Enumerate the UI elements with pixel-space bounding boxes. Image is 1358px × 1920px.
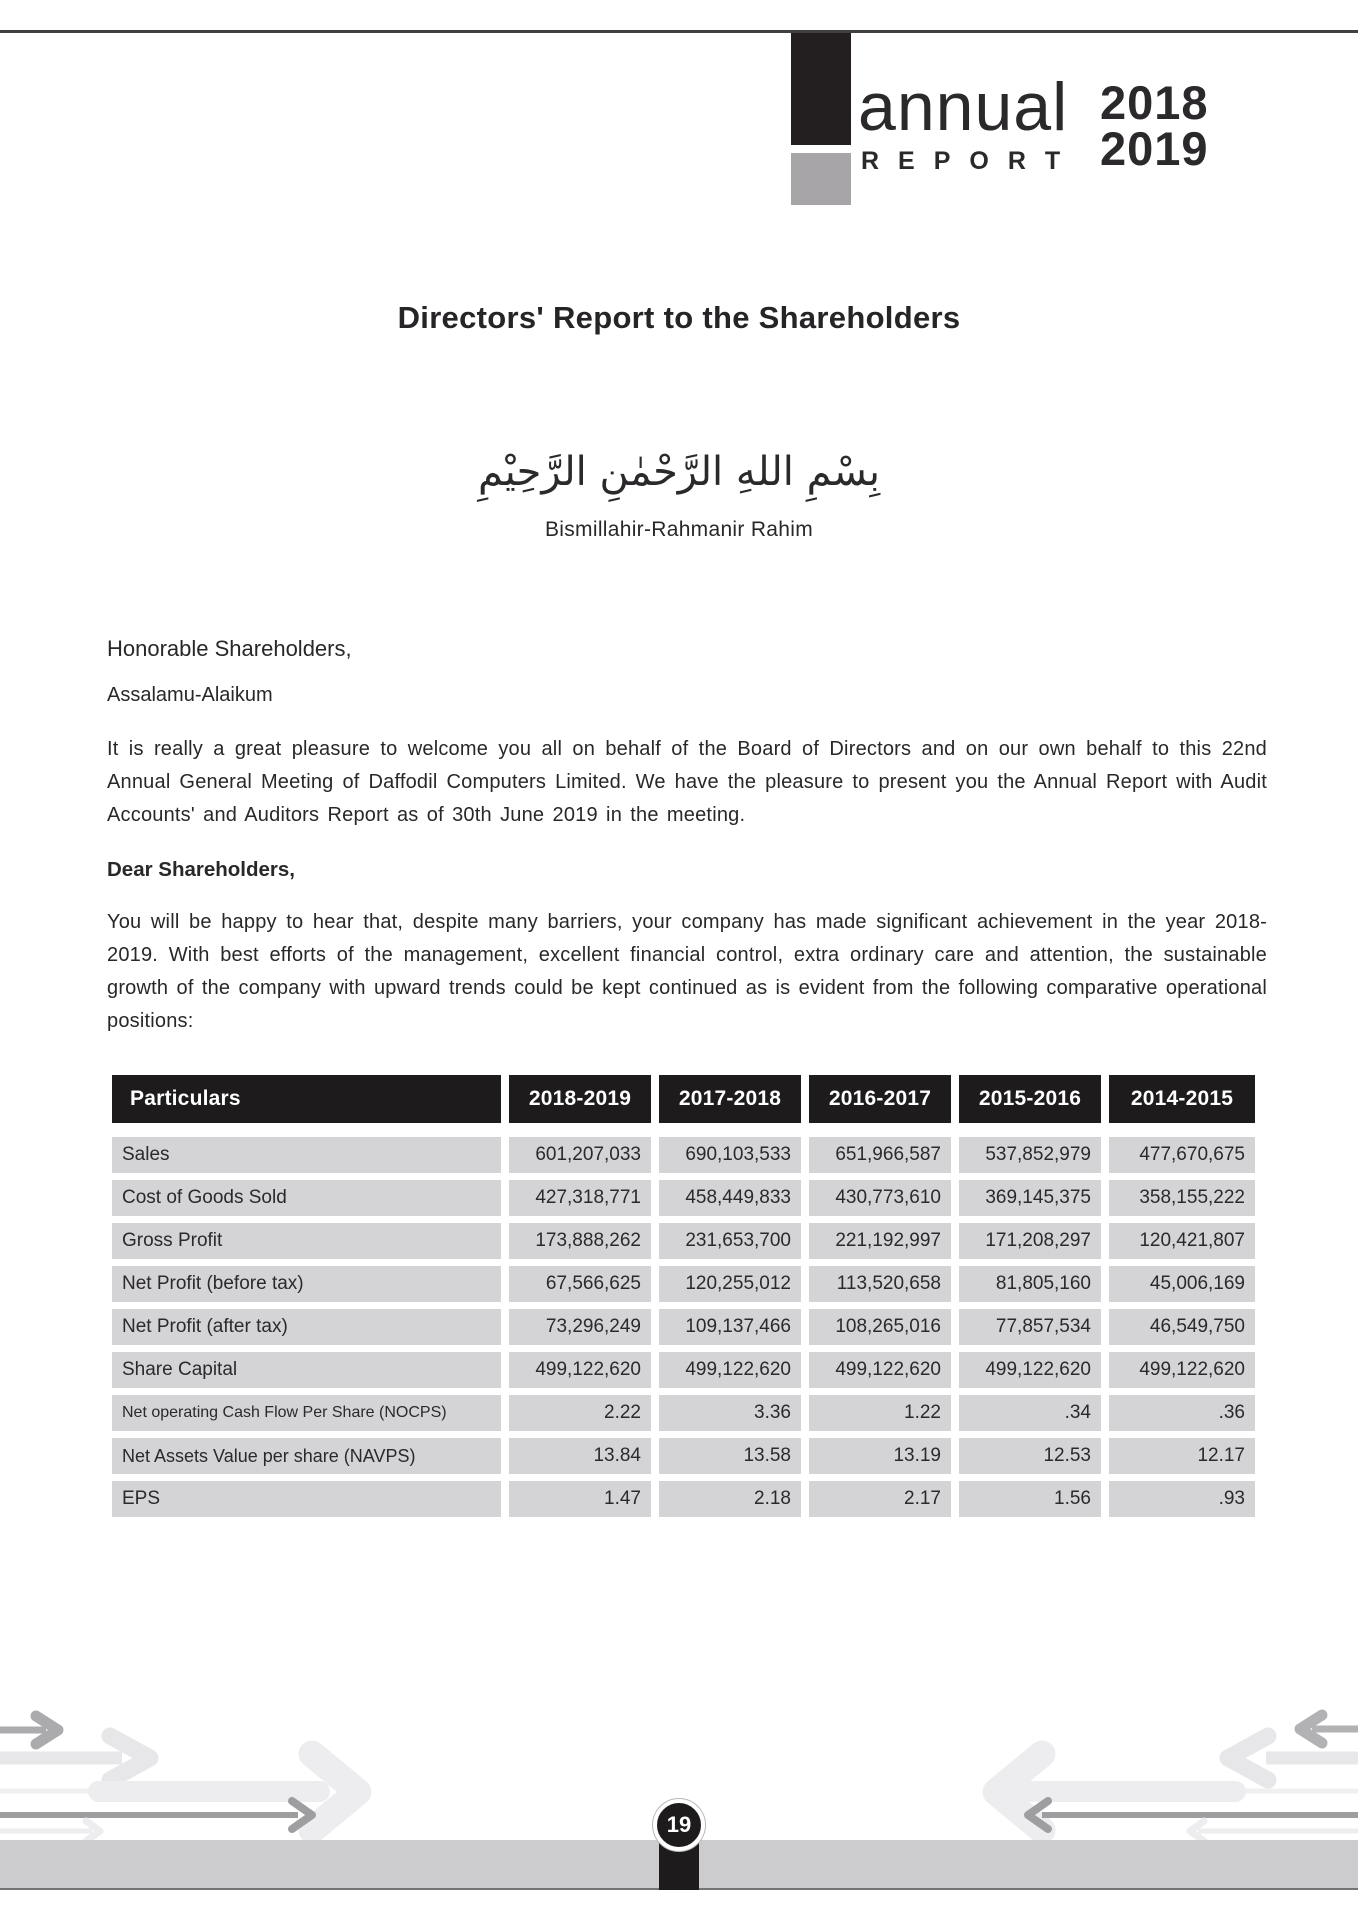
row-value: .34 — [959, 1395, 1101, 1431]
row-value: 13.58 — [659, 1438, 801, 1474]
row-value: 109,137,466 — [659, 1309, 801, 1345]
table-header-year: 2015-2016 — [959, 1075, 1101, 1123]
table-header-particulars: Particulars — [112, 1075, 501, 1123]
financial-comparison-table — [112, 1075, 1255, 1524]
report-body — [107, 636, 1267, 1064]
row-label: Net Assets Value per share (NAVPS) — [112, 1438, 501, 1474]
row-value: 221,192,997 — [809, 1223, 951, 1259]
page-number: 19 — [666, 1812, 692, 1837]
row-value: 120,421,807 — [1109, 1223, 1255, 1259]
logo-annual-word: annual — [858, 69, 1069, 145]
table-row-share-capital — [112, 1352, 1255, 1388]
logo-gray-square — [791, 153, 851, 205]
row-value: 499,122,620 — [509, 1352, 651, 1388]
row-value: 358,155,222 — [1109, 1180, 1255, 1216]
bismillah-calligraphy: بِسْمِ اللهِ الرَّحْمٰنِ الرَّحِيْمِ — [477, 449, 881, 495]
row-value: 12.53 — [959, 1438, 1101, 1474]
table-row-eps — [112, 1481, 1255, 1517]
row-value: 690,103,533 — [659, 1137, 801, 1173]
row-value: 45,006,169 — [1109, 1266, 1255, 1302]
row-value: 1.47 — [509, 1481, 651, 1517]
row-value: 73,296,249 — [509, 1309, 651, 1345]
logo-year-bottom: 2019 — [1100, 122, 1209, 175]
row-value: .93 — [1109, 1481, 1255, 1517]
row-value: 13.19 — [809, 1438, 951, 1474]
table-header-year: 2017-2018 — [659, 1075, 801, 1123]
table-row-cogs — [112, 1180, 1255, 1216]
table-row-nocps — [112, 1395, 1255, 1431]
page-title: Directors' Report to the Shareholders — [397, 300, 961, 335]
row-value: 2.17 — [809, 1481, 951, 1517]
dear-shareholders-heading: Dear Shareholders, — [107, 858, 295, 881]
row-label: Net operating Cash Flow Per Share (NOCPS) — [112, 1395, 501, 1431]
salutation: Honorable Shareholders, — [107, 636, 352, 661]
row-value: 67,566,625 — [509, 1266, 651, 1302]
logo-years — [1100, 76, 1209, 175]
paragraph-achievement: You will be happy to hear that, despite many barriers, your company has made significant achievement in the year 2018-2019. With best efforts of the management, excellent financial control, extra ordinary care and attention, the sustainable growth of the company with upward trends could be kept continued as is evident from the following comparative operational positions: — [107, 911, 1267, 1032]
logo-report-word: REPORT — [861, 147, 1080, 175]
table-row-net-profit-before-tax — [112, 1266, 1255, 1302]
greeting: Assalamu-Alaikum — [107, 684, 273, 706]
table-row-sales — [112, 1137, 1255, 1173]
table-row-net-profit-after-tax — [112, 1309, 1255, 1345]
row-value: 12.17 — [1109, 1438, 1255, 1474]
bismillah-transliteration: Bismillahir-Rahmanir Rahim — [544, 518, 814, 541]
table-header-row — [112, 1075, 1255, 1123]
row-value: .36 — [1109, 1395, 1255, 1431]
row-value: 81,805,160 — [959, 1266, 1101, 1302]
table-header-year: 2016-2017 — [809, 1075, 951, 1123]
row-value: 369,145,375 — [959, 1180, 1101, 1216]
row-value: 427,318,771 — [509, 1180, 651, 1216]
row-label: Gross Profit — [112, 1223, 501, 1259]
table-header-year: 2018-2019 — [509, 1075, 651, 1123]
row-label: Sales — [112, 1137, 501, 1173]
row-value: 651,966,587 — [809, 1137, 951, 1173]
row-value: 77,857,534 — [959, 1309, 1101, 1345]
logo-black-square — [791, 33, 851, 145]
row-value: 499,122,620 — [809, 1352, 951, 1388]
top-rule-divider — [0, 30, 1358, 33]
row-value: 13.84 — [509, 1438, 651, 1474]
logo-year-top: 2018 — [1100, 76, 1209, 129]
row-value: 3.36 — [659, 1395, 801, 1431]
row-value: 2.18 — [659, 1481, 801, 1517]
row-value: 499,122,620 — [959, 1352, 1101, 1388]
row-label: EPS — [112, 1481, 501, 1517]
table-row-gross-profit — [112, 1223, 1255, 1259]
paragraph-welcome: It is really a great pleasure to welcome you all on behalf of the Board of Directors and on our own behalf to this 22nd Annual General Meeting of Daffodil Computers Limited. We have the pleasure to present you the Annual Report with Audit Accounts' and Auditors Report as of 30th June 2019 in the meeting. — [107, 738, 1267, 826]
row-value: 458,449,833 — [659, 1180, 801, 1216]
row-value: 46,549,750 — [1109, 1309, 1255, 1345]
row-value: 499,122,620 — [1109, 1352, 1255, 1388]
row-value: 2.22 — [509, 1395, 651, 1431]
row-value: 120,255,012 — [659, 1266, 801, 1302]
row-value: 537,852,979 — [959, 1137, 1101, 1173]
row-value: 108,265,016 — [809, 1309, 951, 1345]
row-label: Net Profit (before tax) — [112, 1266, 501, 1302]
row-label: Share Capital — [112, 1352, 501, 1388]
row-value: 499,122,620 — [659, 1352, 801, 1388]
row-value: 601,207,033 — [509, 1137, 651, 1173]
row-value: 430,773,610 — [809, 1180, 951, 1216]
row-value: 477,670,675 — [1109, 1137, 1255, 1173]
row-value: 1.22 — [809, 1395, 951, 1431]
row-value: 173,888,262 — [509, 1223, 651, 1259]
table-row-navps — [112, 1438, 1255, 1474]
row-label: Cost of Goods Sold — [112, 1180, 501, 1216]
row-value: 113,520,658 — [809, 1266, 951, 1302]
row-value: 231,653,700 — [659, 1223, 801, 1259]
row-label: Net Profit (after tax) — [112, 1309, 501, 1345]
row-value: 1.56 — [959, 1481, 1101, 1517]
table-header-year: 2014-2015 — [1109, 1075, 1255, 1123]
row-value: 171,208,297 — [959, 1223, 1101, 1259]
page-number-badge — [653, 1799, 705, 1851]
